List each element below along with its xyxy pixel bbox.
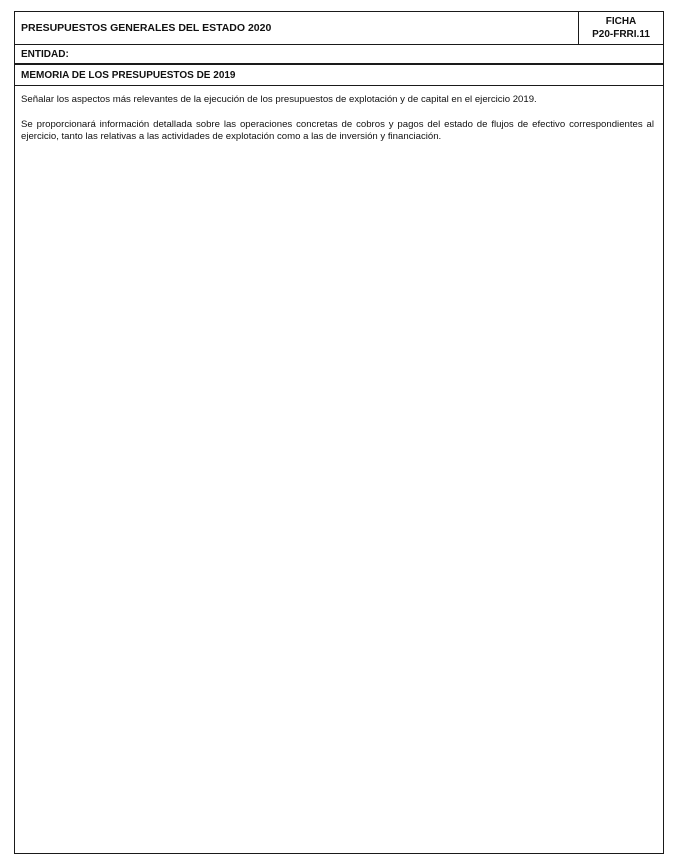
- section-title: MEMORIA DE LOS PRESUPUESTOS DE 2019: [21, 69, 236, 81]
- form-code-label: FICHA: [605, 16, 637, 27]
- memo-paragraph-2: Se proporcionará información detallada sobre las operaciones concretas de cobros y pagos del estado de flujos de efectivo correspondientes al ejercicio, tanto las relativas a las actividades de explotación como a las de inversión y financiación.: [21, 118, 654, 142]
- form-code-box: [579, 12, 663, 44]
- form-title: PRESUPUESTOS GENERALES DEL ESTADO 2020: [15, 12, 579, 44]
- section-title-row: [15, 65, 663, 86]
- form-code-value: P20-FRRI.11: [592, 29, 650, 40]
- entity-label: ENTIDAD:: [21, 48, 69, 60]
- memo-paragraph-1: Señalar los aspectos más relevantes de la ejecución de los presupuestos de explotación y de capital en el ejercicio 2019.: [21, 94, 537, 105]
- memo-content: [15, 86, 663, 144]
- entity-row: [15, 45, 663, 65]
- form-header: [15, 12, 663, 45]
- budget-form: [14, 11, 664, 854]
